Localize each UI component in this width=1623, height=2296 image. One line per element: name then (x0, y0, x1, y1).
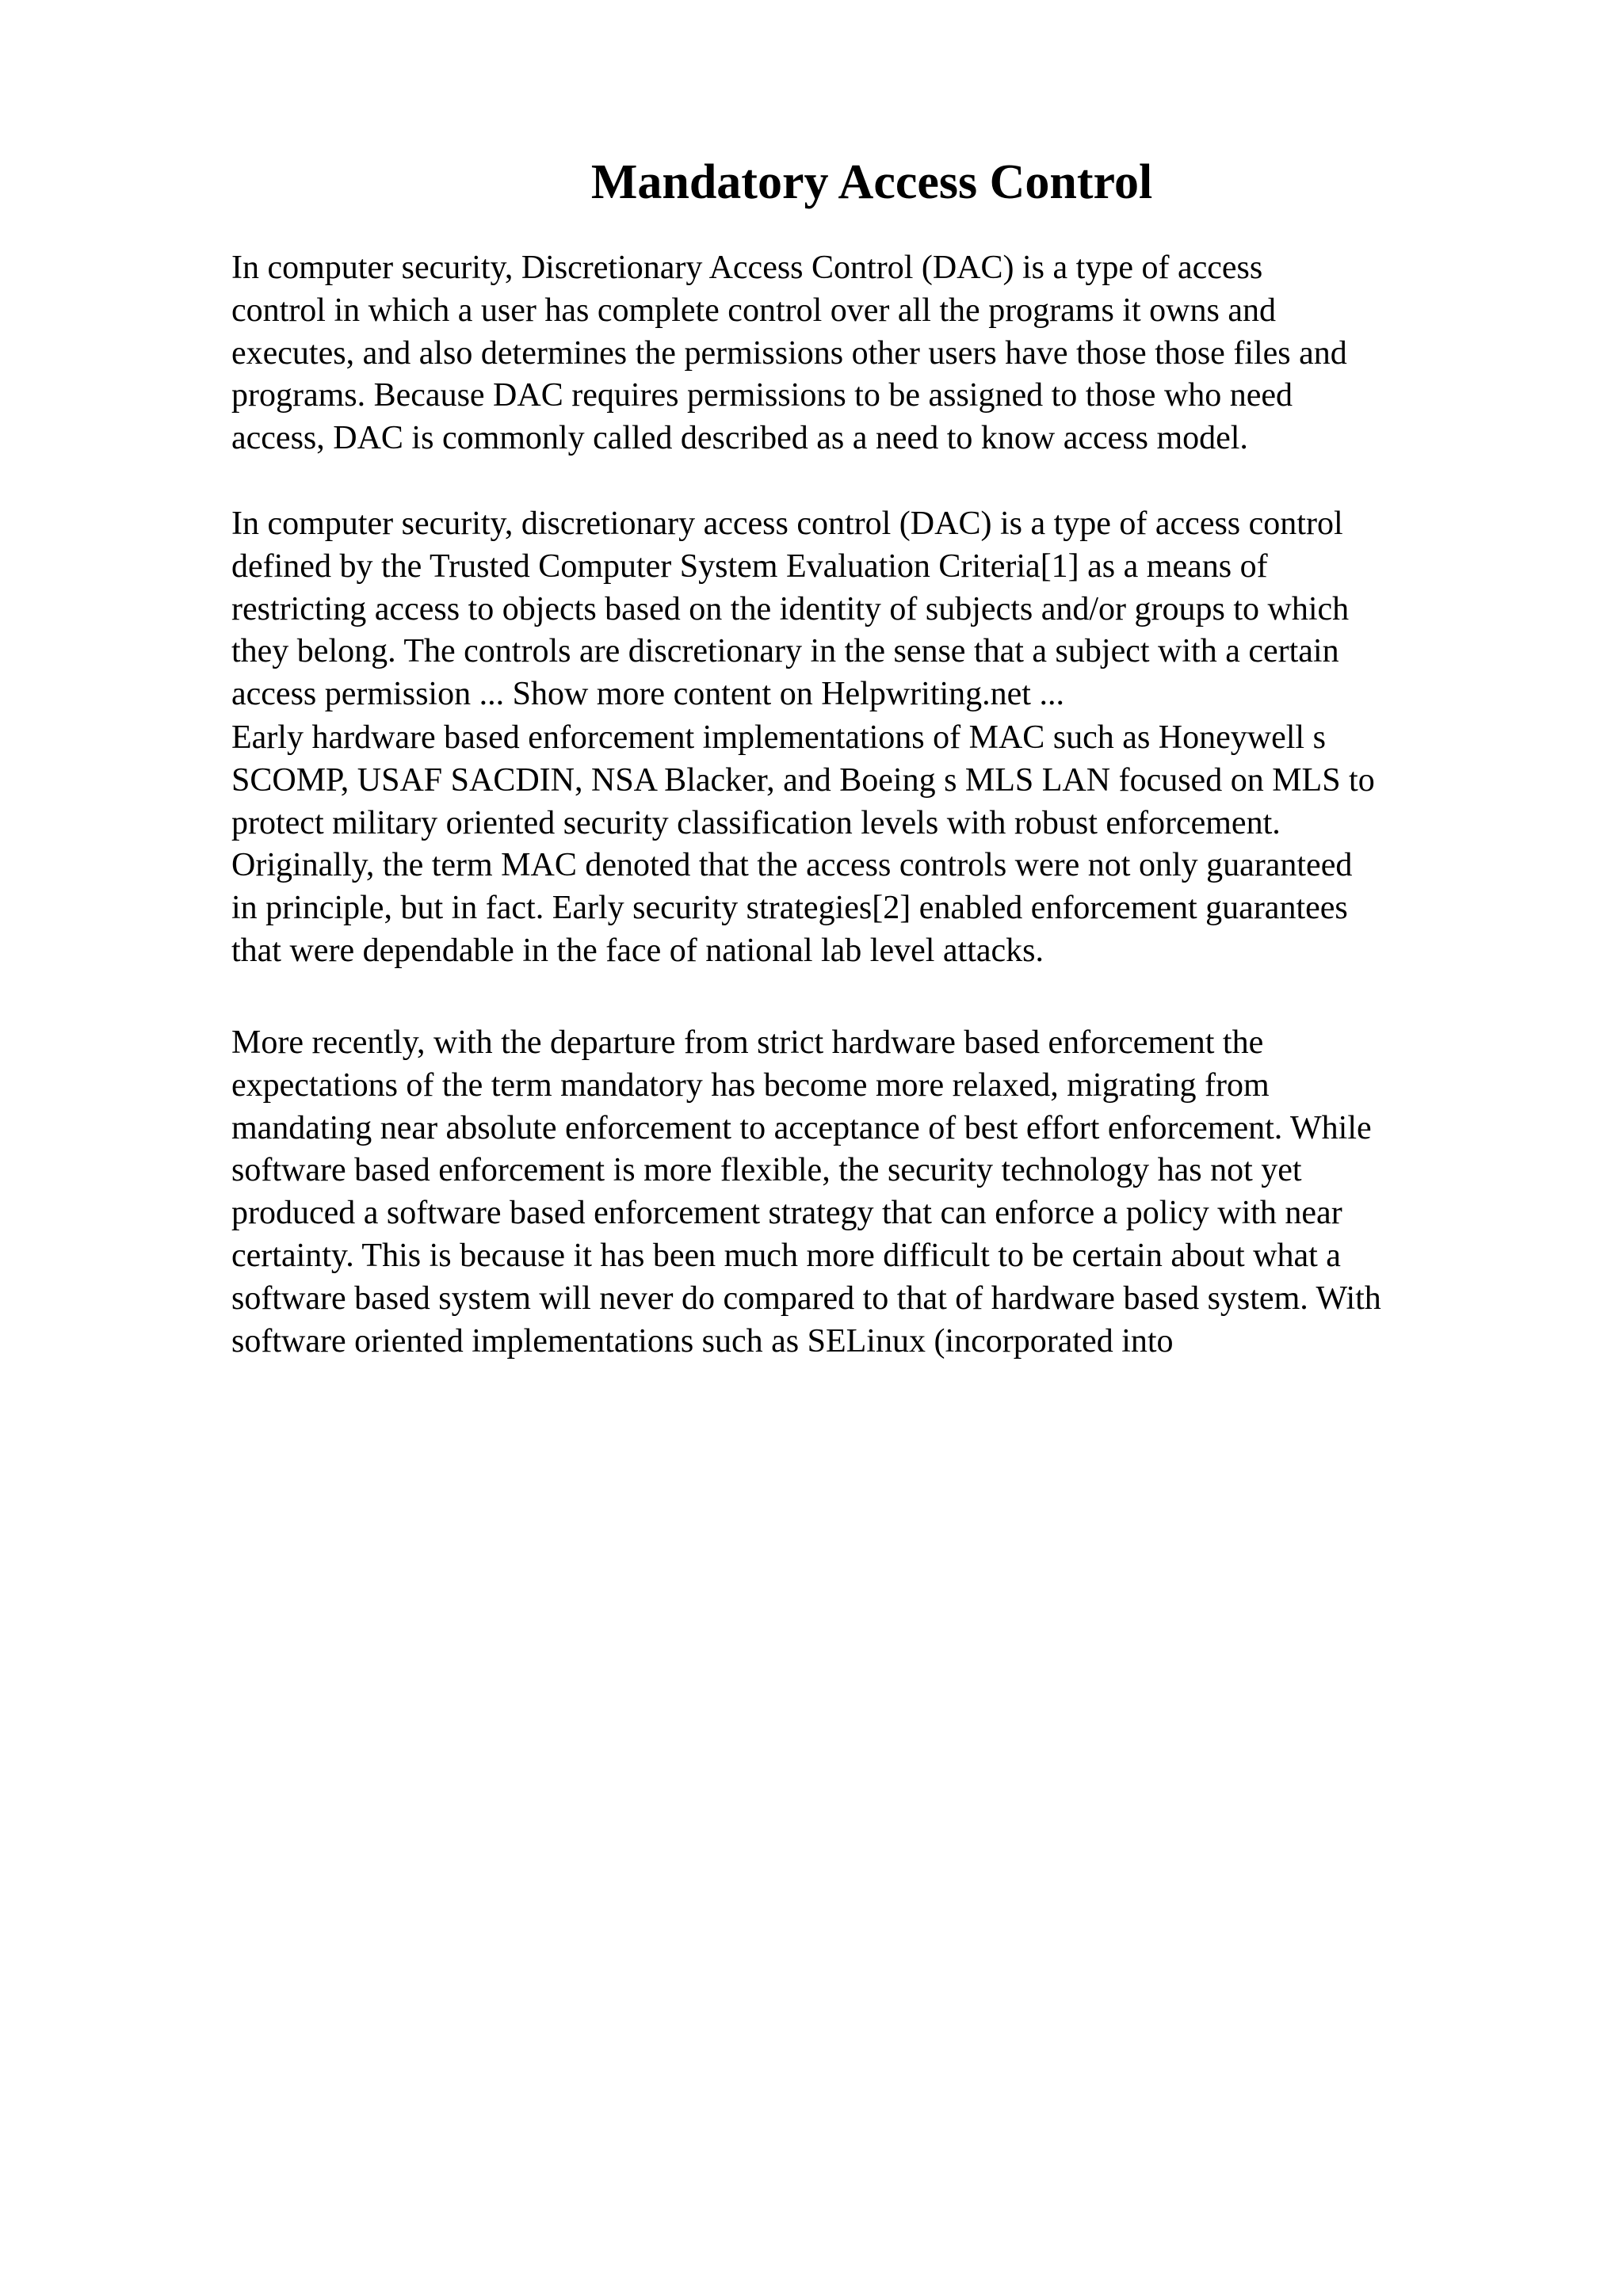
paragraph-line: expectations of the term mandatory has become more relaxed, migrating from (231, 1066, 1270, 1104)
document-title: Mandatory Access Control (590, 155, 1153, 209)
paragraph-line: In computer security, Discretionary Access Control (DAC) is a type of access (231, 250, 1263, 286)
paragraph-line: Originally, the term MAC denoted that the access controls were not only guaranteed (231, 847, 1353, 884)
paragraph-line: protect military oriented security classification levels with robust enforcement. (231, 804, 1281, 841)
paragraph-line: control in which a user has complete control over all the programs it owns and (231, 292, 1276, 329)
paragraph-line: they belong. The controls are discretionary in the sense that a subject with a certain (231, 633, 1339, 670)
paragraph-line: certainty. This is because it has been much more difficult to be certain about what a (231, 1237, 1341, 1274)
paragraph-line: in principle, but in fact. Early security strategies[2] enabled enforcement guarantees (231, 890, 1348, 927)
paragraph-4 (231, 1022, 1531, 1363)
paragraph-line: defined by the Trusted Computer System Evaluation Criteria[1] as a means of (231, 547, 1268, 585)
paragraph-line: Early hardware based enforcement implementations of MAC such as Honeywell s (231, 719, 1326, 756)
paragraph-line: More recently, with the departure from strict hardware based enforcement the (231, 1024, 1264, 1061)
paragraph-line: access, DAC is commonly called described as a need to know access model. (231, 420, 1248, 457)
paragraph-line: mandating near absolute enforcement to acceptance of best effort enforcement. While (231, 1109, 1372, 1146)
paragraph-line: programs. Because DAC requires permissions to be assigned to those who need (231, 377, 1293, 414)
paragraph-line: that were dependable in the face of national lab level attacks. (231, 932, 1044, 969)
paragraph-2 (231, 503, 1531, 716)
paragraph-line: access permission ... Show more content on Helpwriting.net ... (231, 676, 1064, 713)
paragraph-line: software based system will never do compared to that of hardware based system. With (231, 1280, 1381, 1317)
paragraph-1 (231, 247, 1531, 460)
paragraph-line: In computer security, discretionary access control (DAC) is a type of access control (231, 505, 1343, 542)
paragraph-line: software oriented implementations such as SELinux (incorporated into (231, 1322, 1174, 1360)
paragraph-line: produced a software based enforcement strategy that can enforce a policy with near (231, 1195, 1342, 1232)
paragraph-3 (231, 717, 1531, 973)
paragraph-line: software based enforcement is more flexible, the security technology has not yet (231, 1152, 1302, 1189)
paragraph-line: restricting access to objects based on the identity of subjects and/or groups to which (231, 590, 1350, 627)
paragraph-line: SCOMP, USAF SACDIN, NSA Blacker, and Boeing s MLS LAN focused on MLS to (231, 761, 1375, 799)
paragraph-line: executes, and also determines the permissions other users have those those files and (231, 334, 1347, 372)
